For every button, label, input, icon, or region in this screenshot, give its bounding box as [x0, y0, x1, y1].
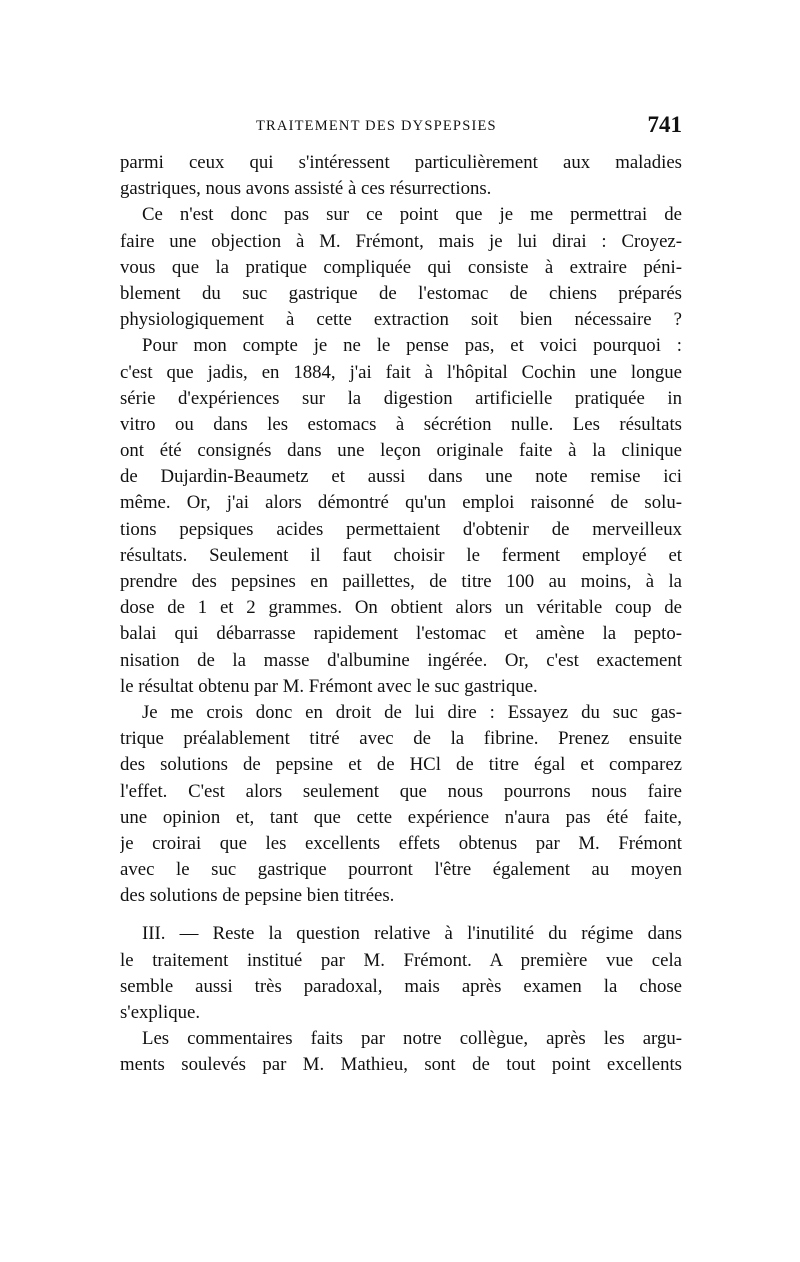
paragraph — [120, 333, 682, 700]
text-line: le résultat obtenu par M. Frémont avec le suc gastrique. — [120, 675, 538, 697]
text-line: vous que la pratique compliquée qui consiste à extraire péni- — [120, 256, 682, 278]
text-line: parmi ceux qui s'intéressent particulièrement aux maladies — [120, 152, 682, 173]
text-line: prendre des pepsines en paillettes, de titre 100 au moins, à la — [120, 571, 682, 592]
text-line: des solutions de pepsine et de HCl de titre égal et comparez — [120, 754, 682, 776]
text-line: vitro ou dans les estomacs à sécrétion nulle. Les résultats — [120, 413, 682, 435]
text-line: s'explique. — [120, 1002, 201, 1023]
text-line: même. Or, j'ai alors démontré qu'un emploi raisonné de solu- — [120, 492, 682, 514]
text-line: Ce n'est donc pas sur ce point que je me permettrai de — [142, 204, 682, 226]
paragraph — [120, 921, 682, 1026]
text-line: de Dujardin-Beaumetz et aussi dans une note remise ici — [120, 466, 682, 488]
paragraph — [120, 150, 682, 202]
text-line: Les commentaires faits par notre collègue, après les argu- — [142, 1028, 682, 1050]
running-title: TRAITEMENT DES DYSPEPSIES — [256, 118, 497, 134]
text-line: Pour mon compte je ne le pense pas, et voici pourquoi : — [142, 335, 682, 357]
text-line: balai qui débarrasse rapidement l'estomac et amène la pepto- — [120, 623, 682, 645]
text-line: c'est que jadis, en 1884, j'ai fait à l'hôpital Cochin une longue — [120, 361, 682, 383]
text-line: série d'expériences sur la digestion artificielle pratiquée in — [120, 387, 682, 409]
text-line: l'effet. C'est alors seulement que nous pourrons nous faire — [120, 780, 682, 802]
text-line: tions pepsiques acides permettaient d'obtenir de merveilleux — [120, 518, 682, 540]
text-line: ont été consignés dans une leçon originale faite à la clinique — [120, 440, 682, 462]
paragraph — [120, 202, 682, 333]
text-line: avec le suc gastrique pourront l'être également au moyen — [120, 859, 682, 881]
text-line: physiologiquement à cette extraction soit bien nécessaire ? — [120, 309, 682, 331]
body-text — [120, 150, 682, 1079]
running-head — [120, 112, 682, 142]
text-line: le traitement institué par M. Frémont. A première vue cela — [120, 949, 682, 971]
text-line: dose de 1 et 2 grammes. On obtient alors un véritable coup de — [120, 597, 682, 619]
text-line: résultats. Seulement il faut choisir le ferment employé et — [120, 544, 682, 566]
page-number: 741 — [647, 112, 682, 137]
text-line: trique préalablement titré avec de la fibrine. Prenez ensuite — [120, 728, 682, 750]
text-line: une opinion et, tant que cette expérience n'aura pas été faite, — [120, 806, 682, 828]
text-line: des solutions de pepsine bien titrées. — [120, 885, 395, 907]
paragraph — [120, 1026, 682, 1078]
text-line: je croirai que les excellents effets obtenus par M. Frémont — [120, 832, 682, 854]
text-line: III. — Reste la question relative à l'inutilité du régime dans — [142, 923, 682, 945]
text-line: semble aussi très paradoxal, mais après examen la chose — [120, 975, 682, 997]
text-line: nisation de la masse d'albumine ingérée. Or, c'est exactement — [120, 649, 682, 671]
section-gap — [120, 909, 682, 921]
text-line: gastriques, nous avons assisté à ces résurrections. — [120, 178, 492, 200]
text-line: Je me crois donc en droit de lui dire : Essayez du suc gas- — [142, 701, 682, 723]
text-line: ments soulevés par M. Mathieu, sont de tout point excellents — [120, 1054, 682, 1076]
paragraph — [120, 700, 682, 910]
text-line: blement du suc gastrique de l'estomac de chiens préparés — [120, 282, 682, 304]
text-line: faire une objection à M. Frémont, mais je lui dirai : Croyez- — [120, 230, 682, 252]
